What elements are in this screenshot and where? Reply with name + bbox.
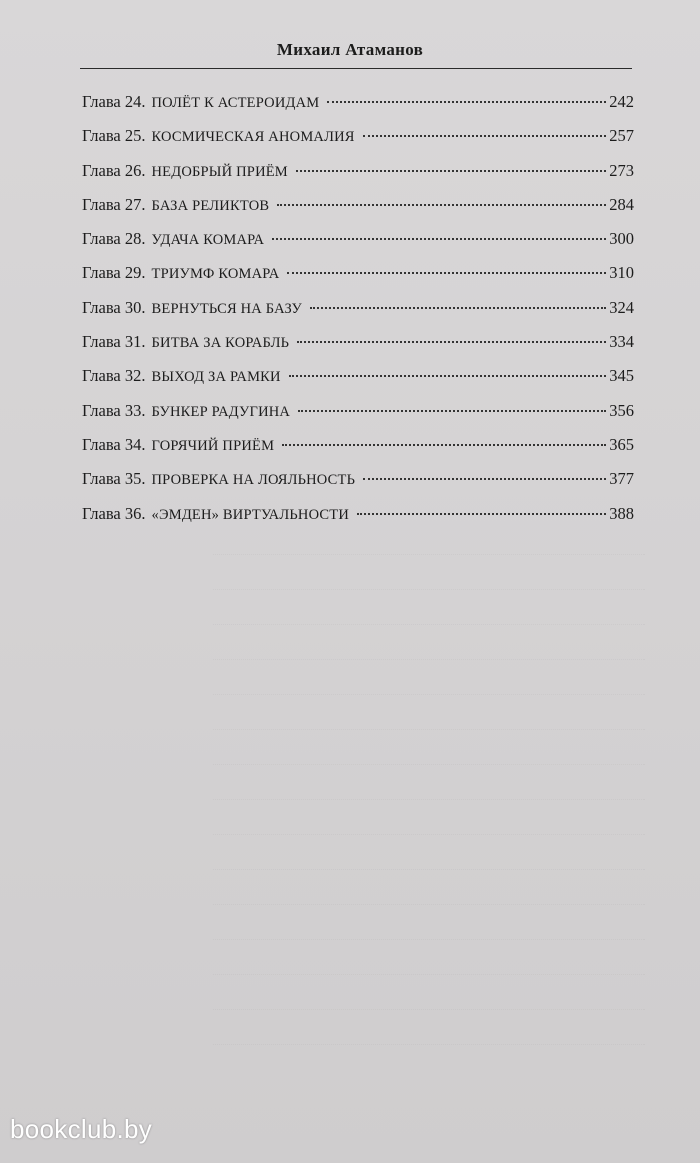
chapter-title: НЕДОБРЫЙ ПРИЁМ — [151, 163, 288, 180]
page-number: 257 — [609, 126, 634, 146]
page-number: 242 — [609, 92, 634, 111]
toc-entry — [82, 332, 634, 366]
page-number: 324 — [609, 297, 634, 317]
dot-leader — [296, 170, 606, 172]
toc-entry — [82, 469, 634, 503]
chapter-title: УДАЧА КОМАРА — [151, 232, 265, 249]
page-number: 388 — [609, 503, 634, 523]
chapter-number: Глава 31. — [82, 332, 146, 352]
toc-entry — [82, 92, 634, 126]
page-number: 284 — [609, 194, 634, 214]
chapter-title: ГОРЯЧИЙ ПРИЁМ — [151, 437, 275, 454]
dot-leader — [310, 307, 606, 309]
chapter-number: Глава 34. — [82, 434, 146, 454]
chapter-title: ПРОВЕРКА НА ЛОЯЛЬНОСТЬ — [151, 472, 356, 489]
toc-entry — [82, 263, 634, 297]
page-number: 300 — [609, 229, 634, 249]
watermark: bookclub.by — [10, 1114, 153, 1144]
dot-leader — [363, 135, 607, 137]
show-through-texture — [165, 520, 645, 1045]
dot-leader — [287, 272, 606, 274]
chapter-number: Глава 26. — [82, 160, 146, 180]
page-number: 273 — [609, 160, 634, 180]
page-number: 334 — [609, 332, 634, 352]
chapter-number: Глава 32. — [82, 366, 146, 386]
chapter-title: БАЗА РЕЛИКТОВ — [151, 197, 270, 214]
toc-entry — [82, 229, 634, 263]
page-number: 377 — [609, 469, 634, 489]
chapter-title: ВЕРНУТЬСЯ НА БАЗУ — [151, 300, 303, 317]
dot-leader — [289, 375, 607, 377]
dot-leader — [282, 444, 606, 446]
chapter-number: Глава 28. — [82, 229, 146, 249]
header-rule — [80, 68, 632, 69]
toc-entry — [82, 366, 634, 400]
dot-leader — [277, 204, 606, 206]
chapter-number: Глава 35. — [82, 469, 146, 489]
running-head: Михаил Атаманов — [276, 40, 424, 59]
chapter-number: Глава 33. — [82, 400, 146, 420]
toc-entry — [82, 161, 634, 195]
chapter-number: Глава 29. — [82, 263, 146, 283]
dot-leader — [357, 513, 606, 515]
chapter-title: ПОЛЁТ К АСТЕРОИДАМ — [151, 95, 320, 111]
table-of-contents — [82, 92, 634, 538]
toc-entry — [82, 401, 634, 435]
chapter-title: «ЭМДЕН» ВИРТУАЛЬНОСТИ — [151, 506, 350, 523]
dot-leader — [363, 478, 606, 480]
toc-entry — [82, 195, 634, 229]
chapter-title: ВЫХОД ЗА РАМКИ — [151, 369, 281, 386]
page-number: 310 — [609, 263, 634, 283]
chapter-number: Глава 25. — [82, 126, 146, 146]
chapter-number: Глава 27. — [82, 194, 146, 214]
dot-leader — [297, 341, 606, 343]
toc-entry — [82, 298, 634, 332]
chapter-number: Глава 36. — [82, 503, 146, 523]
chapter-number: Глава 24. — [82, 92, 146, 111]
chapter-title: БИТВА ЗА КОРАБЛЬ — [151, 335, 290, 352]
chapter-number: Глава 30. — [82, 297, 146, 317]
page-number: 345 — [609, 366, 634, 386]
toc-entry — [82, 435, 634, 469]
chapter-title: КОСМИЧЕСКАЯ АНОМАЛИЯ — [151, 129, 355, 146]
dot-leader — [272, 238, 606, 240]
chapter-title: БУНКЕР РАДУГИНА — [151, 403, 291, 420]
toc-entry — [82, 126, 634, 160]
page-number: 356 — [609, 400, 634, 420]
dot-leader — [298, 410, 606, 412]
dot-leader — [327, 101, 606, 103]
chapter-title: ТРИУМФ КОМАРА — [151, 266, 280, 283]
page-number: 365 — [609, 434, 634, 454]
